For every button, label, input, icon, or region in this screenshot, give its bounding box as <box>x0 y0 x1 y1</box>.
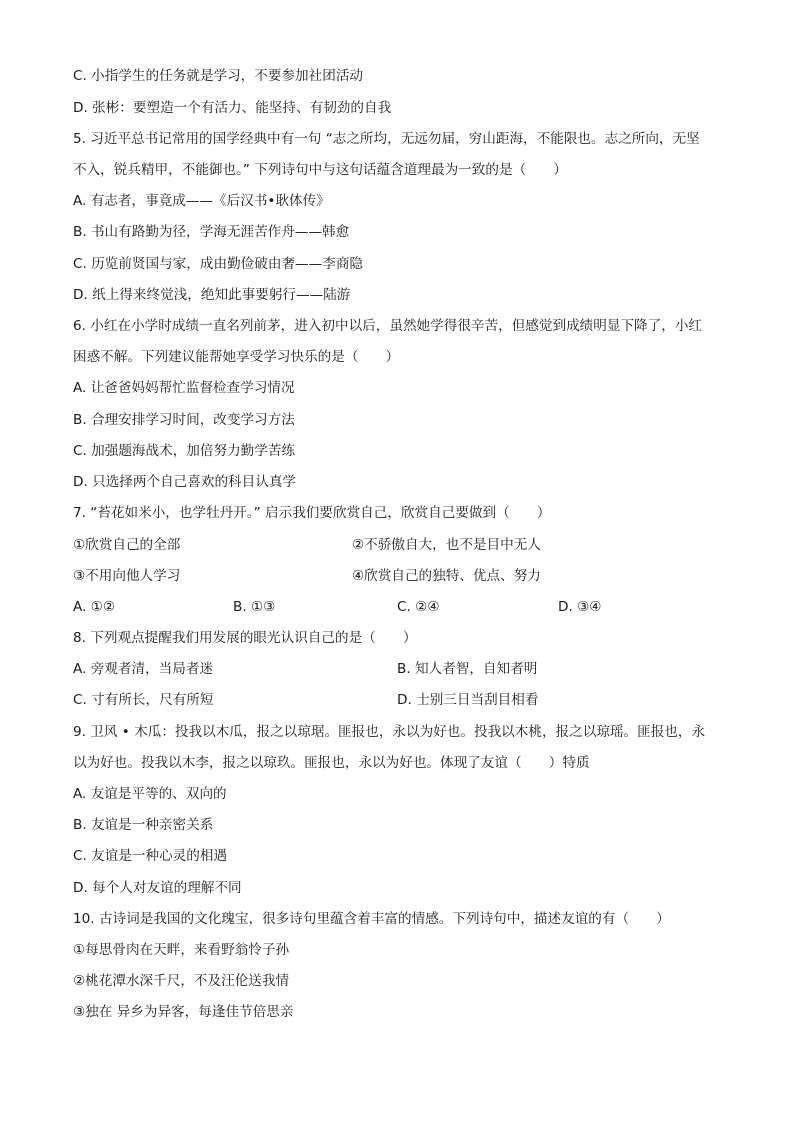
q7-item-3: ③不用向他人学习 <box>73 568 181 584</box>
q7-option-c: C. ②④ <box>397 599 440 615</box>
q8-option-a: A. 旁观者清，当局者迷 <box>73 661 214 677</box>
q5-option-a: A. 有志者，事竟成——《后汉书•耿体传》 <box>73 193 330 209</box>
q8-stem: 8. 下列观点提醒我们用发展的眼光认识自己的是（ ） <box>73 630 417 646</box>
q4-option-d: D. 张彬：要塑造一个有活力、能坚持、有韧劲的自我 <box>73 100 392 116</box>
q7-option-d: D. ③④ <box>558 599 602 615</box>
q7-option-b: B. ①③ <box>233 599 276 615</box>
q4-option-c: C. 小指学生的任务就是学习，不要参加社团活动 <box>73 68 364 84</box>
q5-stem-line2: 不入，锐兵精甲，不能御也。” 下列诗句中与这句话蕴含道理最为一致的是（ ） <box>73 162 567 178</box>
q7-stem: 7. “苔花如米小，也学牡丹开。” 启示我们要欣赏自己，欣赏自己要做到（ ） <box>73 505 551 521</box>
q8-option-b: B. 知人者智，自知者明 <box>397 661 538 677</box>
q5-option-b: B. 书山有路勤为径，学海无涯苦作舟——韩愈 <box>73 224 350 240</box>
q6-option-b: B. 合理安排学习时间，改变学习方法 <box>73 412 295 428</box>
q9-option-c: C. 友谊是一种心灵的相遇 <box>73 848 228 864</box>
q9-option-d: D. 每个人对友谊的理解不同 <box>73 880 242 896</box>
q9-option-a: A. 友谊是平等的、双向的 <box>73 786 227 802</box>
q6-option-a: A. 让爸爸妈妈帮忙监督检查学习情况 <box>73 380 295 396</box>
q9-stem-line2: 以为好也。投我以木李，报之以琼玖。匪报也，永以为好也。体现了友谊（ ）特质 <box>73 755 590 771</box>
q7-item-1: ①欣赏自己的全部 <box>73 537 181 553</box>
q8-option-c: C. 寸有所长，尺有所短 <box>73 692 214 708</box>
q6-stem-line1: 6. 小红在小学时成绩一直名列前茅，进入初中以后，虽然她学得很辛苦，但感觉到成绩明显下降了，小红 <box>73 318 703 334</box>
q7-item-4: ④欣赏自己的独特、优点、努力 <box>352 568 541 584</box>
q6-stem-line2: 困惑不解。下列建议能帮她享受学习快乐的是（ ） <box>73 349 400 365</box>
q9-option-b: B. 友谊是一种亲密关系 <box>73 817 214 833</box>
q9-stem-line1: 9. 卫风 • 木瓜：投我以木瓜，报之以琼琚。匪报也，永以为好也。投我以木桃，报之以琼瑶。匪报也，永 <box>73 724 706 740</box>
q6-option-d: D. 只选择两个自己喜欢的科目认真学 <box>73 474 297 490</box>
q10-item-3: ③独在 异乡为异客，每逢佳节倍思亲 <box>73 1004 294 1020</box>
q10-stem: 10. 古诗词是我国的文化瑰宝，很多诗句里蕴含着丰富的情感。下列诗句中，描述友谊的有（ ） <box>73 911 670 927</box>
q5-option-c: C. 历览前贤国与家，成由勤俭破由奢——李商隐 <box>73 256 364 272</box>
q8-option-d: D. 士别三日当刮目相看 <box>397 692 539 708</box>
q7-item-2: ②不骄傲自大，也不是目中无人 <box>352 537 541 553</box>
q5-option-d: D. 纸上得来终觉浅，绝知此事要躬行——陆游 <box>73 287 351 303</box>
q6-option-c: C. 加强题海战术，加倍努力勤学苦练 <box>73 443 296 459</box>
q5-stem-line1: 5. 习近平总书记常用的国学经典中有一句 “志之所均，无远勿届，穷山距海，不能限也。志之所向，无坚 <box>73 131 700 147</box>
q7-option-a: A. ①② <box>73 599 116 615</box>
q10-item-1: ①每思骨肉在天畔，来看野翁怜子孙 <box>73 942 290 958</box>
q10-item-2: ②桃花潭水深千尺，不及汪伦送我情 <box>73 973 290 989</box>
